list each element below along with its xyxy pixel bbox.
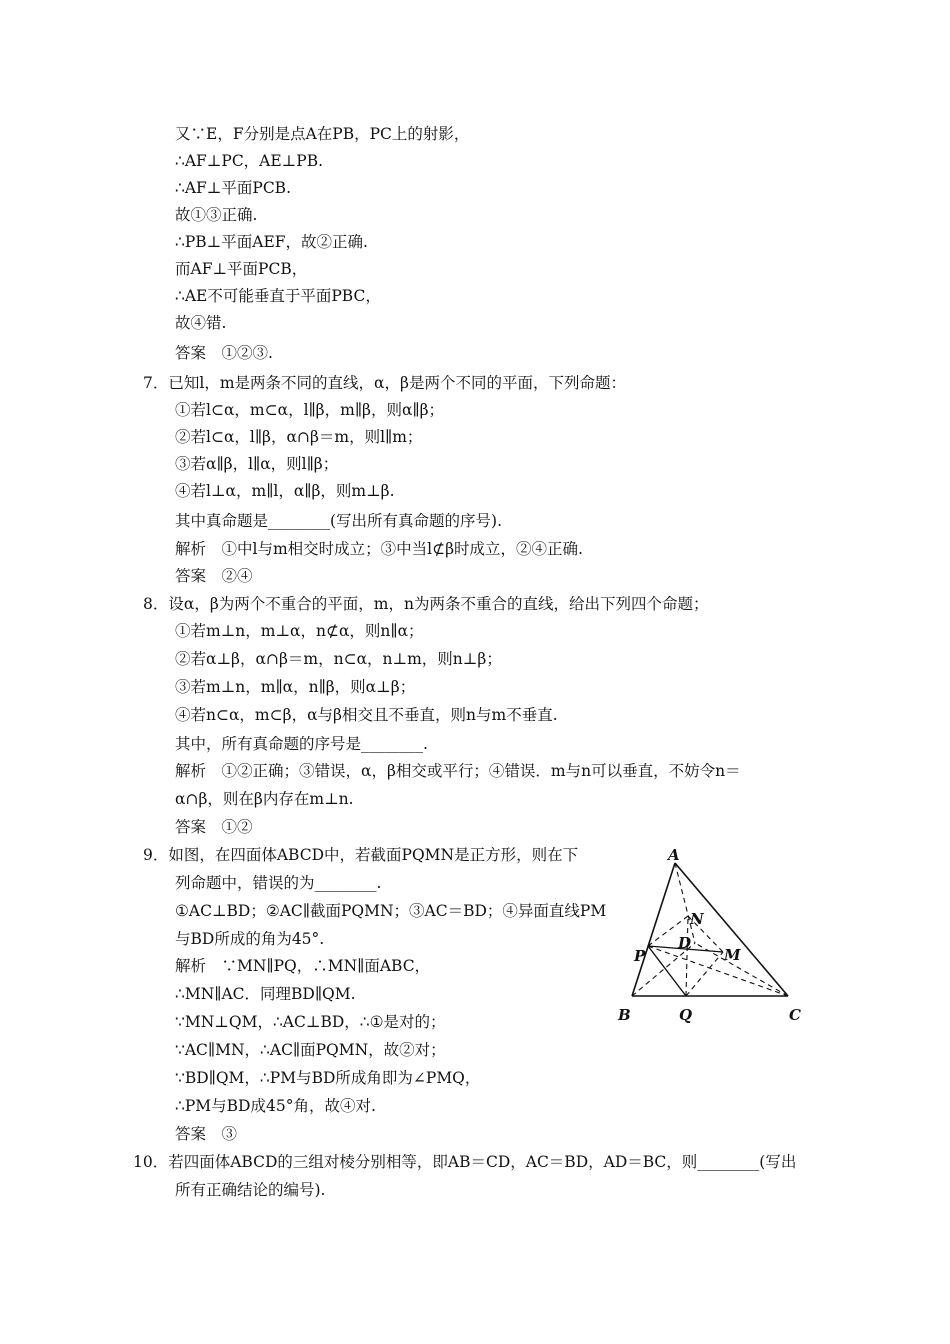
text-line: 又∵E，F分别是点A在PB，PC上的射影，: [175, 125, 470, 143]
text-line: 与BD所成的角为45°.: [175, 930, 325, 948]
label-P: P: [634, 947, 646, 965]
segment-PQ: [648, 946, 686, 996]
answer-line: 答案 ②④: [175, 567, 253, 585]
label-D: D: [678, 934, 692, 952]
answer-line: 答案 ①②: [175, 818, 253, 836]
edge-AC: [675, 863, 788, 996]
text-line: ④若l⊥α，m∥l，α∥β，则m⊥β.: [175, 482, 395, 500]
tetrahedron-figure: [612, 848, 812, 1028]
text-line: ∵BD∥QM，∴PM与BD所成角即为∠PMQ，: [175, 1069, 481, 1087]
segment-QM: [686, 952, 723, 996]
text-line: 其中，所有真命题的序号是________.: [175, 735, 428, 753]
text-line: ①AC⊥BD；②AC∥截面PQMN；③AC＝BD；④异面直线PM: [175, 902, 607, 920]
edge-CD: [695, 943, 788, 996]
analysis-line: 解析 ①②正确；③错误，α，β相交或平行；④错误．m与n可以垂直，不妨令n＝: [175, 762, 741, 780]
question-9: 9．如图，在四面体ABCD中，若截面PQMN是正方形，则在下: [143, 846, 579, 864]
label-B: B: [618, 1006, 631, 1024]
label-A: A: [668, 848, 680, 864]
question-8: 8．设α，β为两个不重合的平面，m，n为两条不重合的直线，给出下列四个命题；: [143, 595, 709, 613]
analysis-line: 解析 ∵MN∥PQ，∴MN∥面ABC，: [175, 957, 431, 975]
text-line: ④若n⊂α，m⊂β，α与β相交且不垂直，则n与m不垂直.: [175, 706, 558, 724]
answer-line: 答案 ①②③.: [175, 344, 273, 362]
text-line: 故④错.: [175, 314, 227, 332]
text-line: ∵AC∥MN，∴AC∥面PQMN，故②对；: [175, 1041, 446, 1059]
text-line: ∴AE不可能垂直于平面PBC，: [175, 287, 381, 305]
text-line: 列命题中，错误的为________.: [175, 874, 382, 892]
text-line: ②若α⊥β，α∩β＝m，n⊂α，n⊥m，则n⊥β；: [175, 650, 502, 668]
text-line: ③若m⊥n，m∥α，n∥β，则α⊥β；: [175, 678, 416, 696]
text-line: ∴PM与BD成45°角，故④对.: [175, 1097, 376, 1115]
text-line: 故①③正确.: [175, 206, 258, 224]
analysis-line: 解析 ①中l与m相交时成立；③中当l⊄β时成立，②④正确.: [175, 540, 583, 558]
text-line: 而AF⊥平面PCB，: [175, 260, 308, 278]
text-line: 其中真命题是________(写出所有真命题的序号).: [175, 512, 503, 530]
text-line: ①若l⊂α，m⊂α，l∥β，m∥β，则α∥β；: [175, 401, 445, 419]
label-M: M: [724, 946, 741, 964]
text-line: α∩β，则在β内存在m⊥n.: [175, 790, 354, 808]
text-line: ∴AF⊥平面PCB.: [175, 179, 291, 197]
question-7: 7．已知l，m是两条不同的直线，α，β是两个不同的平面，下列命题：: [143, 374, 626, 392]
text-line: ∵MN⊥QM，∴AC⊥BD，∴①是对的；: [175, 1013, 446, 1031]
edge-AB: [632, 863, 675, 996]
text-line: ∴PB⊥平面AEF，故②正确.: [175, 233, 368, 251]
text-line: ∴AF⊥PC，AE⊥PB.: [175, 152, 324, 170]
text-line: ③若α∥β，l∥α，则l∥β；: [175, 455, 339, 473]
text-line: ①若m⊥n，m⊥α，n⊄α，则n∥α；: [175, 622, 424, 640]
segment-QN: [686, 916, 688, 996]
label-N: N: [690, 910, 704, 928]
question-10: 10．若四面体ABCD的三组对棱分别相等，即AB＝CD，AC＝BD，AD＝BC，则________(写出: [133, 1153, 797, 1171]
text-line: ∴MN∥AC．同理BD∥QM.: [175, 985, 356, 1003]
label-C: C: [789, 1006, 801, 1024]
label-Q: Q: [679, 1006, 693, 1024]
text-line: ②若l⊂α，l∥β，α∩β＝m，则l∥m；: [175, 428, 423, 446]
text-line: 所有正确结论的编号).: [175, 1181, 326, 1199]
answer-line: 答案 ③: [175, 1125, 238, 1143]
